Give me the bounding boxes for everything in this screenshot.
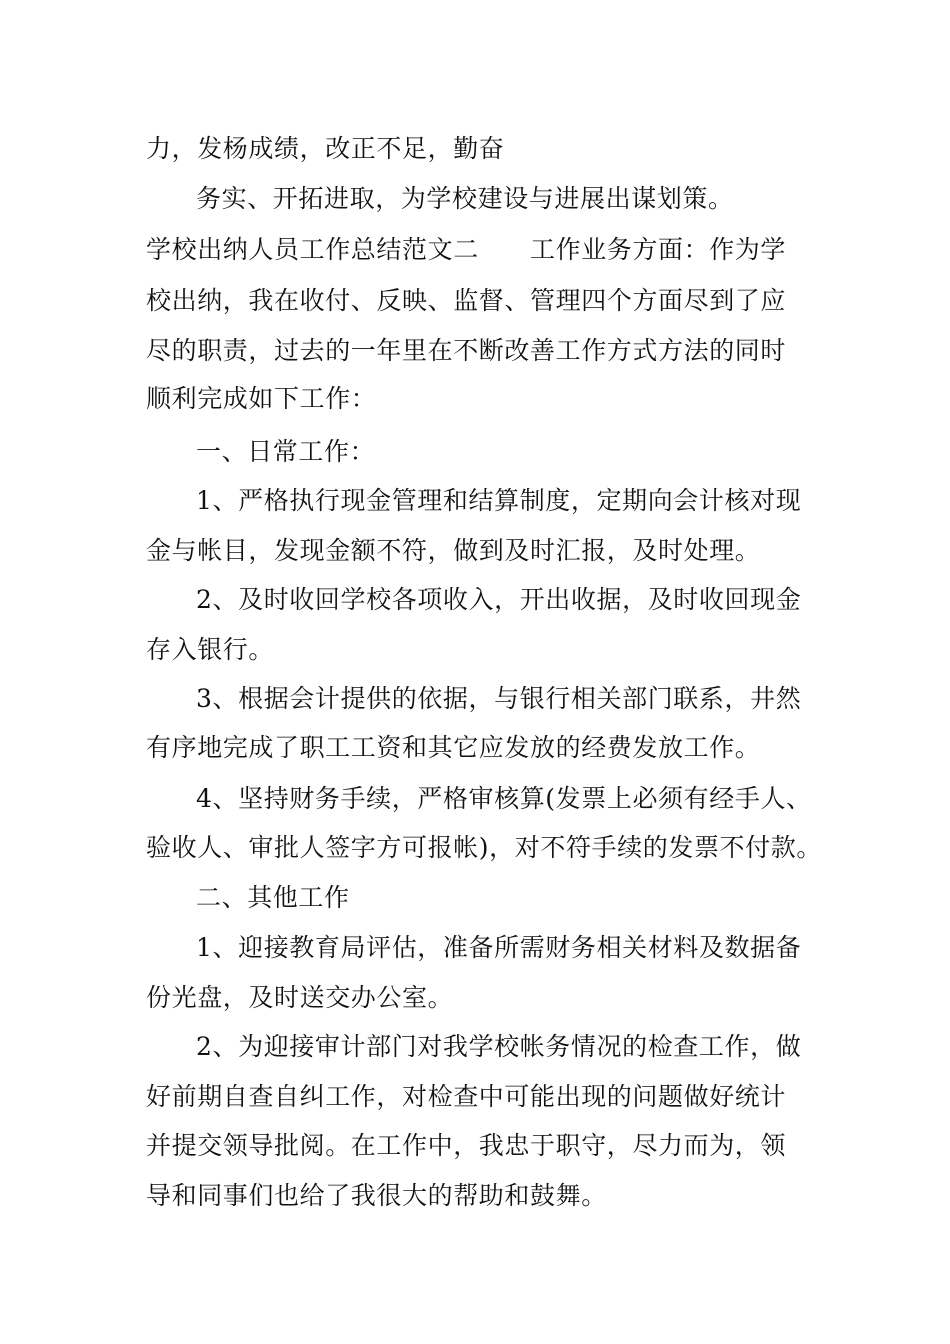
text-line: 3、根据会计提供的依据，与银行相关部门联系，井然 xyxy=(196,684,802,713)
text-line: 学校出纳人员工作总结范文二 工作业务方面：作为学 xyxy=(146,235,787,264)
text-line: 2、及时收回学校各项收入，开出收据，及时收回现金 xyxy=(196,585,802,614)
text-line: 1、严格执行现金管理和结算制度，定期向会计核对现 xyxy=(196,486,802,515)
text-line: 顺利完成如下工作： xyxy=(146,384,377,413)
text-line: 份光盘，及时送交办公室。 xyxy=(146,983,454,1012)
text-line: 二、其他工作 xyxy=(196,883,350,912)
text-line: 务实、开拓进取，为学校建设与进展出谋划策。 xyxy=(196,184,734,213)
text-line: 验收人、审批人签字方可报帐)，对不符手续的发票不付款。 xyxy=(146,833,822,862)
text-line: 好前期自查自纠工作，对检查中可能出现的问题做好统计 xyxy=(146,1082,787,1111)
text-line: 一、日常工作： xyxy=(196,437,376,466)
text-line: 尽的职责，过去的一年里在不断改善工作方式方法的同时 xyxy=(146,336,787,365)
text-line: 力，发杨成绩，改正不足，勤奋 xyxy=(146,134,505,163)
text-line: 1、迎接教育局评估，准备所需财务相关材料及数据备 xyxy=(196,933,802,962)
text-line: 2、为迎接审计部门对我学校帐务情况的检查工作，做 xyxy=(196,1032,802,1061)
text-line: 有序地完成了职工工资和其它应发放的经费发放工作。 xyxy=(146,733,761,762)
text-line: 存入银行。 xyxy=(146,635,275,664)
text-line: 导和同事们也给了我很大的帮助和鼓舞。 xyxy=(146,1181,607,1210)
text-line: 金与帐目，发现金额不符，做到及时汇报，及时处理。 xyxy=(146,536,761,565)
text-line: 校出纳，我在收付、反映、监督、管理四个方面尽到了应 xyxy=(146,286,787,315)
text-line: 并提交领导批阅。在工作中，我忠于职守，尽力而为，领 xyxy=(146,1131,787,1160)
text-line: 4、坚持财务手续，严格审核算(发票上必须有经手人、 xyxy=(196,784,812,813)
